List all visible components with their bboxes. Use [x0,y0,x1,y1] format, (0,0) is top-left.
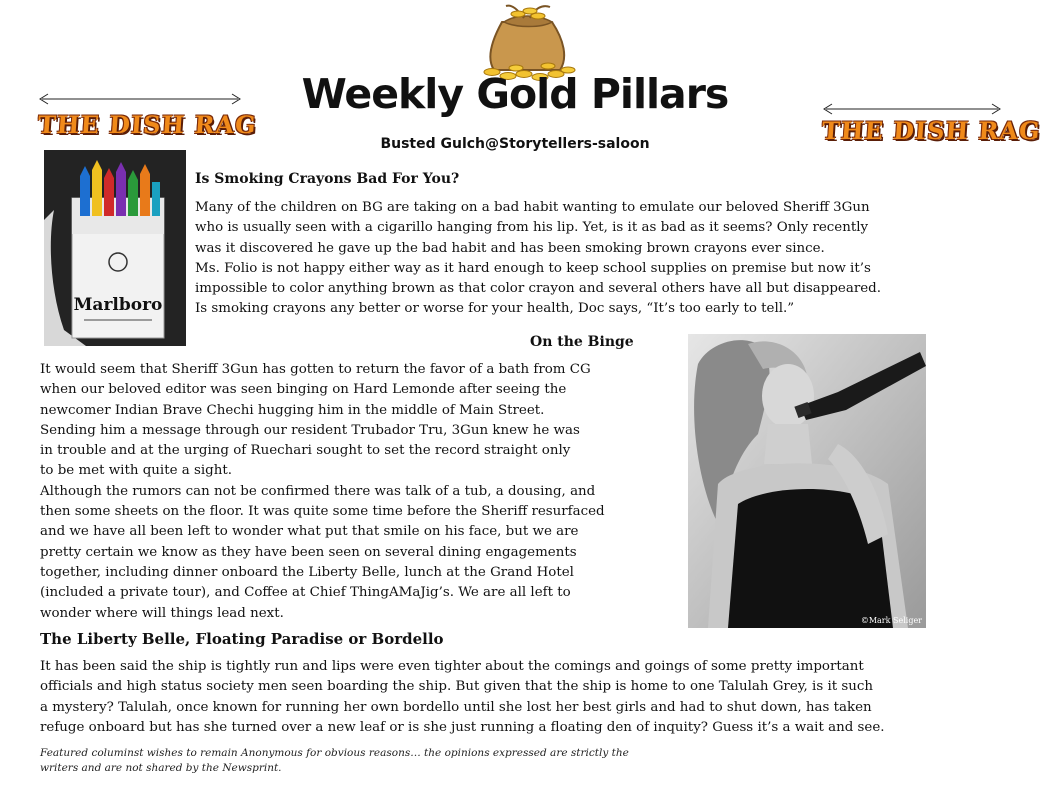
disclaimer-line: writers and are not shared by the Newsprint. [40,762,282,774]
crayon-line: Is smoking crayons any better or worse for your health, Doc says, “It’s too early to tell.” [195,301,795,317]
binge-line: and we have all been left to wonder what put that smile on his face, but we are [40,524,579,540]
double-arrow-left [38,90,242,102]
binge-article-body [40,360,605,624]
disclaimer [40,746,629,776]
binge-line: then some sheets on the floor. It was quite some time before the Sheriff resurfaced [40,504,605,520]
binge-line: when our beloved editor was seen binging on Hard Lemonde after seeing the [40,382,567,398]
binge-line: pretty certain we know as they have been seen on several dining engagements [40,544,577,560]
crayon-line: impossible to color anything brown as that color crayon and several others have all but disappeared. [195,281,881,297]
liberty-article-heading: The Liberty Belle, Floating Paradise or Bordello [40,630,444,648]
crayon-line: was it discovered he gave up the bad habit and has been smoking brown crayons ever since. [195,240,825,256]
dish-rag-logo-left: THE DISH RAG [36,110,258,139]
crayon-pack-image [44,150,186,346]
binge-line: newcomer Indian Brave Chechi hugging him in the middle of Main Street. [40,402,545,418]
liberty-line: a mystery? Talulah, once known for running her own bordello until she lost her best girls and had to shut down, has taken [40,699,872,715]
crayon-line: Ms. Folio is not happy either way as it hard enough to keep school supplies on premise but now it’s [195,260,871,276]
binge-line: (included a private tour), and Coffee at Chief ThingAMaJig’s. We are all left to [40,585,571,601]
liberty-line: officials and high status society men seen boarding the ship. But given that the ship is home to one Talulah Grey, is it such [40,679,874,695]
crayon-line: Many of the children on BG are taking on a bad habit wanting to emulate our beloved Sheriff 3Gun [195,200,870,215]
binge-line: Although the rumors can not be confirmed there was talk of a tub, a dousing, and [40,483,596,499]
binge-line: in trouble and at the urging of Ruechari sought to set the record straight only [40,443,571,459]
dish-rag-logo-right: THE DISH RAG [820,116,1042,145]
binge-line: It would seem that Sheriff 3Gun has gotten to return the favor of a bath from CG [40,362,591,377]
pack-brand-text: Marlboro [73,295,163,315]
disclaimer-line: Featured columinst wishes to remain Anonymous for obvious reasons… the opinions expressed are strictly the [40,747,629,759]
binge-line: Sending him a message through our resident Trubador Tru, 3Gun knew he was [40,422,580,438]
page-title: Weekly Gold Pillars [301,70,729,118]
liberty-line: refuge onboard but has she turned over a new leaf or is she just running a floating den of inquity? Guess it’s a wait and see. [40,719,885,735]
binge-photo [688,334,926,628]
liberty-article-body [40,657,885,738]
page-subtitle: Busted Gulch@Storytellers-saloon [380,136,650,152]
liberty-line: It has been said the ship is tightly run and lips were even tighter about the comings and goings of some pretty important [40,659,864,674]
crayon-article-body [195,198,881,320]
binge-line: together, including dinner onboard the Liberty Belle, lunch at the Grand Hotel [40,564,574,580]
photo-credit: ©Mark Seliger [860,616,922,625]
crayon-article-heading: Is Smoking Crayons Bad For You? [195,171,460,187]
binge-line: wonder where will things lead next. [40,605,284,621]
double-arrow-right [822,100,1002,112]
binge-line: to be met with quite a sight. [40,463,232,479]
crayon-line: who is usually seen with a cigarillo hanging from his lip. Yet, is it as bad as it seems? Only recently [195,220,869,236]
binge-article-heading: On the Binge [530,334,634,350]
